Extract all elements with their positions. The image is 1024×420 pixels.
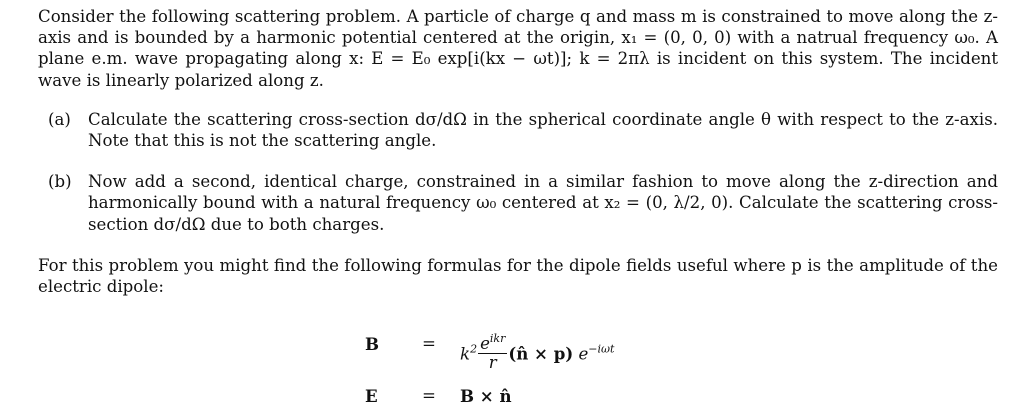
equation-b-coef: k xyxy=(460,344,471,364)
equation-b-fraction-den: r xyxy=(488,353,497,372)
part-b-label: (b) xyxy=(48,172,72,192)
equation-b-tail-sup: −iωt xyxy=(588,342,615,356)
part-a xyxy=(38,109,998,151)
equation-e-field xyxy=(360,370,720,410)
formula-intro: For this problem you might find the following formulas for the dipole fields useful where p is the amplitude of the electric dipole: xyxy=(38,255,998,297)
equation-b-fraction xyxy=(478,330,507,372)
problem-page xyxy=(38,6,998,297)
equation-e-rhs: B × n̂ xyxy=(460,386,512,406)
equation-b-tail: e xyxy=(578,344,589,364)
equation-b-num-sup: ikr xyxy=(489,332,506,345)
equation-b-fraction-num xyxy=(478,330,507,354)
equation-b-equals: = xyxy=(422,334,436,353)
part-a-text: Calculate the scattering cross-section dσ/dΩ in the spherical coordinate angle θ with respect to the z-axis. Note that this is not the scattering angle. xyxy=(88,109,998,151)
equation-b-cross: (n̂ × p) xyxy=(508,343,574,364)
dipole-equations xyxy=(360,318,720,408)
part-b-text: Now add a second, identical charge, constrained in a similar fashion to move along the z-direction and harmonically bound with a natural frequency ω₀ centered at x₂ = (0, λ/2, 0). Calculate the scattering cross-section dσ/dΩ due to both charges. xyxy=(88,172,998,234)
problem-intro: Consider the following scattering problem. A particle of charge q and mass m is constrained to move along the z-axis and is bounded by a harmonic potential centered at the origin, x₁ = (0, 0, 0) with a natrual frequency ω₀. A plane e.m. wave propagating along x: E = E₀ exp[i(kx − ωt)]; k = 2πλ is incident on this system. The incident wave is linearly polarized along z. xyxy=(38,7,998,90)
equation-e-lhs: E xyxy=(365,386,378,406)
equation-b-num-base: e xyxy=(480,334,490,353)
part-a-label: (a) xyxy=(48,109,71,129)
part-b xyxy=(38,171,998,235)
equation-b-coef-sup: 2 xyxy=(470,342,478,356)
equation-b-lhs: B xyxy=(365,334,380,354)
equation-b-field xyxy=(360,318,720,372)
equation-e-equals: = xyxy=(422,386,436,405)
